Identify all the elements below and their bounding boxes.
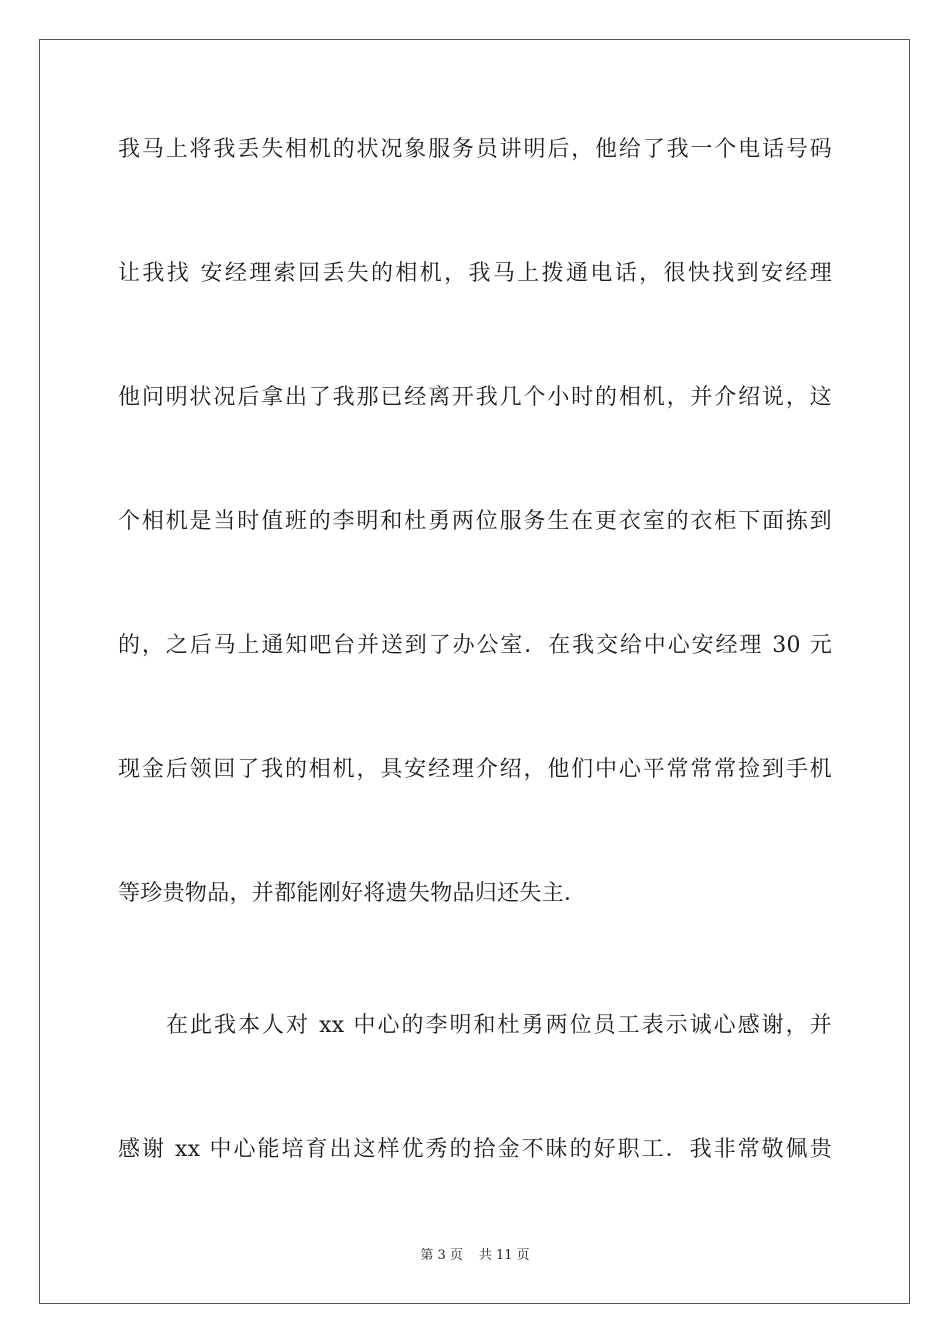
text-line-4: 个相机是当时值班的李明和杜勇两位服务生在更衣室的衣柜下面拣到 xyxy=(118,509,832,534)
page-frame xyxy=(39,39,910,1304)
text-line-7: 等珍贵物品，并都能刚好将遗失物品归还失主． xyxy=(118,881,587,906)
text-line-9: 感谢 xx 中心能培育出这样优秀的拾金不昧的好职工．我非常敬佩贵 xyxy=(118,1137,832,1162)
text-line-8: 在此我本人对 xx 中心的李明和杜勇两位员工表示诚心感谢，并 xyxy=(166,1013,832,1038)
text-line-6: 现金后领回了我的相机，具安经理介绍，他们中心平常常常捡到手机 xyxy=(118,757,832,782)
page-number: 第 3 页 xyxy=(420,1248,463,1263)
page-footer xyxy=(0,1247,950,1265)
text-line-1: 我马上将我丢失相机的状况象服务员讲明后，他给了我一个电话号码 xyxy=(118,137,832,162)
text-line-2: 让我找 安经理索回丢失的相机，我马上拨通电话，很快找到安经理 xyxy=(118,261,832,286)
page-total: 共 11 页 xyxy=(478,1248,530,1263)
text-line-3: 他问明状况后拿出了我那已经离开我几个小时的相机，并介绍说，这 xyxy=(118,385,832,410)
text-line-5: 的，之后马上通知吧台并送到了办公室．在我交给中心安经理 30 元 xyxy=(118,633,832,658)
